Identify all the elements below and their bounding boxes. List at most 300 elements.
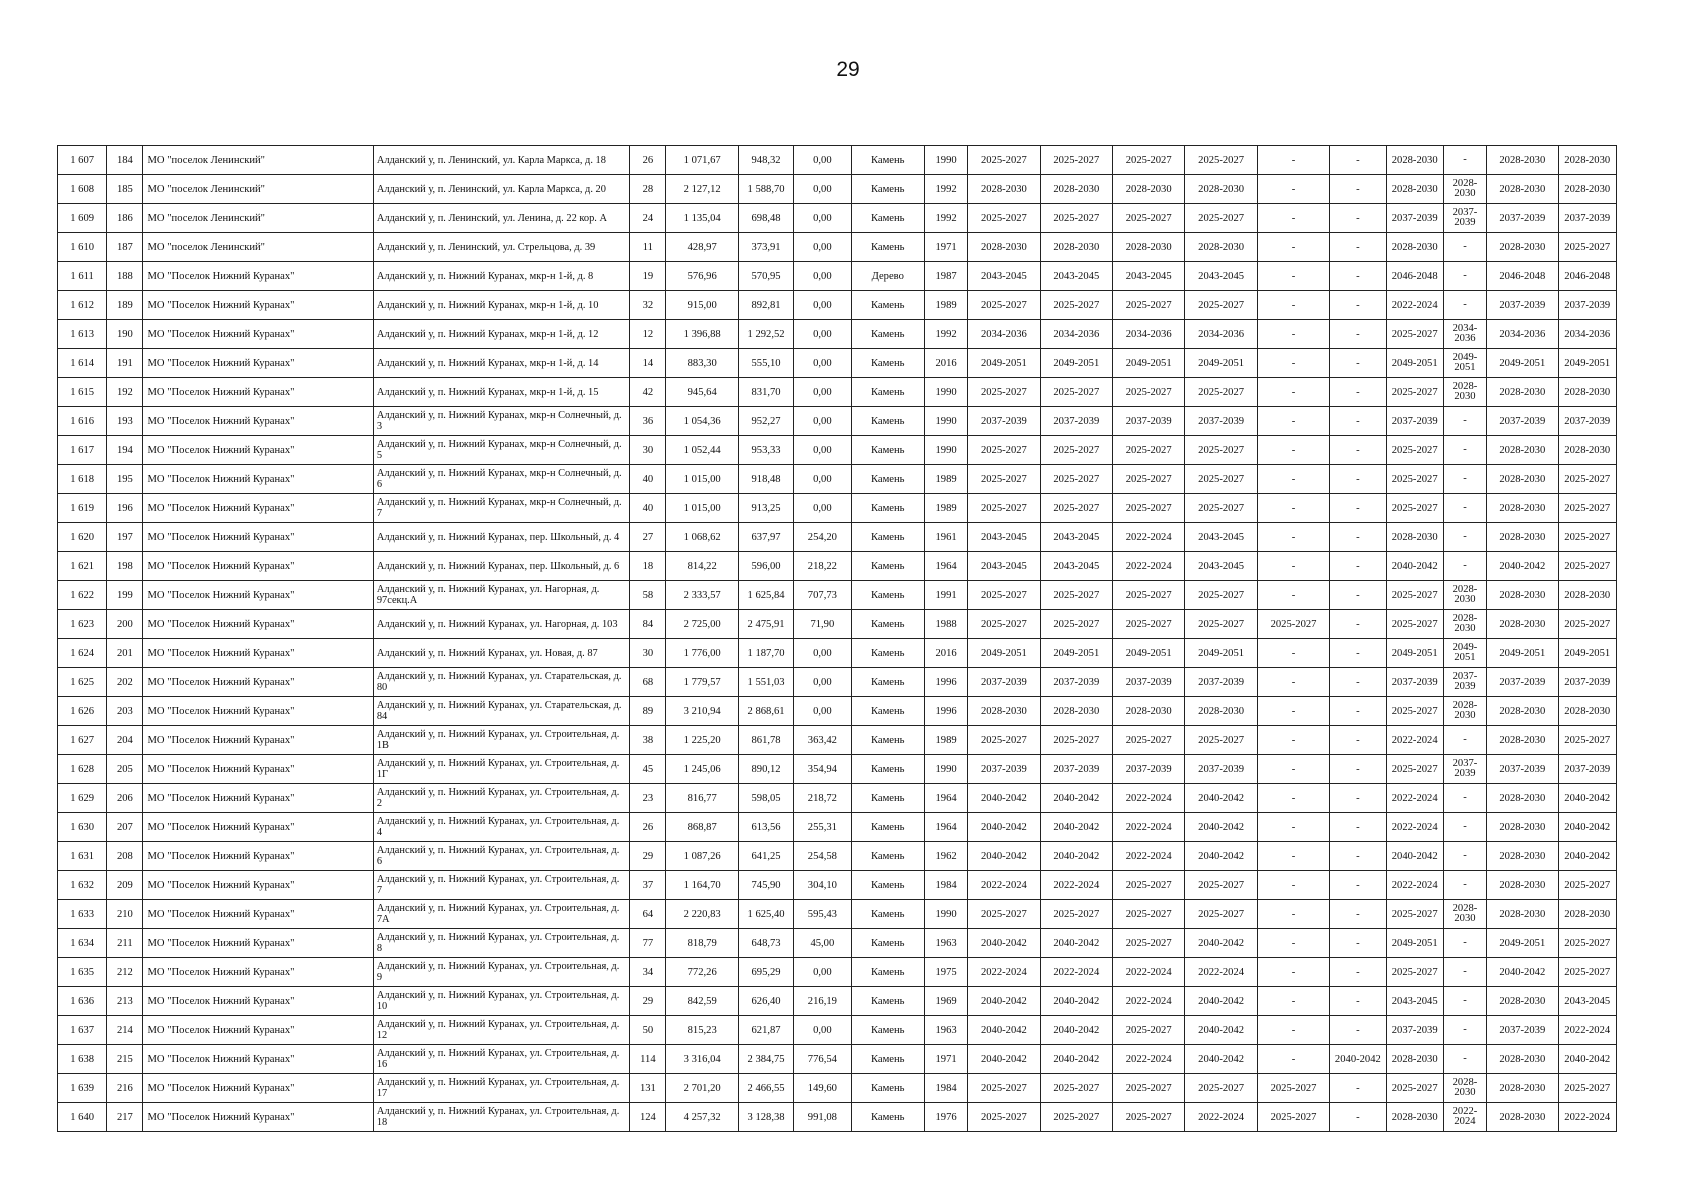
cell-total-area: 883,30 — [666, 349, 738, 378]
cell-nonresidential-area: 0,00 — [794, 262, 851, 291]
cell-total-area: 772,26 — [666, 958, 738, 987]
cell-work-period-5: - — [1257, 755, 1329, 784]
cell-residential-area: 570,95 — [738, 262, 793, 291]
cell-work-period-6: - — [1330, 552, 1386, 581]
cell-work-period-9: 2037-2039 — [1487, 204, 1558, 233]
cell-work-period-3: 2025-2027 — [1113, 204, 1185, 233]
cell-address: Алданский у, п. Нижний Куранах, мкр-н Солнечный, д. 6 — [373, 465, 629, 494]
cell-municipality: МО "Поселок Нижний Куранах" — [143, 1045, 373, 1074]
cell-building-number: 209 — [107, 871, 143, 900]
cell-apartments: 77 — [630, 929, 666, 958]
cell-build-year: 1964 — [924, 552, 967, 581]
cell-building-number: 217 — [107, 1103, 143, 1132]
cell-work-period-9: 2028-2030 — [1487, 784, 1558, 813]
cell-municipality: МО "Поселок Нижний Куранах" — [143, 262, 373, 291]
cell-work-period-5: - — [1257, 320, 1329, 349]
cell-work-period-4: 2040-2042 — [1185, 842, 1257, 871]
cell-residential-area: 2 475,91 — [738, 610, 793, 639]
cell-work-period-4: 2043-2045 — [1185, 552, 1257, 581]
table-row — [58, 175, 1617, 204]
cell-work-period-9: 2049-2051 — [1487, 349, 1558, 378]
cell-work-period-3: 2034-2036 — [1113, 320, 1185, 349]
cell-residential-area: 596,00 — [738, 552, 793, 581]
cell-work-period-10: 2046-2048 — [1558, 262, 1617, 291]
cell-work-period-8: 2028-2030 — [1443, 175, 1486, 204]
cell-work-period-2: 2022-2024 — [1040, 871, 1112, 900]
cell-address: Алданский у, п. Нижний Куранах, ул. Строительная, д. 17 — [373, 1074, 629, 1103]
cell-work-period-8: 2028-2030 — [1443, 378, 1486, 407]
cell-row-number: 1 638 — [58, 1045, 107, 1074]
cell-work-period-7: 2022-2024 — [1386, 784, 1443, 813]
cell-work-period-5: - — [1257, 233, 1329, 262]
cell-row-number: 1 634 — [58, 929, 107, 958]
cell-address: Алданский у, п. Нижний Куранах, мкр-н 1-й, д. 8 — [373, 262, 629, 291]
cell-work-period-8: 2037-2039 — [1443, 668, 1486, 697]
cell-work-period-1: 2025-2027 — [968, 378, 1040, 407]
cell-work-period-3: 2025-2027 — [1113, 146, 1185, 175]
cell-work-period-4: 2028-2030 — [1185, 697, 1257, 726]
cell-nonresidential-area: 0,00 — [794, 378, 851, 407]
cell-building-number: 196 — [107, 494, 143, 523]
cell-address: Алданский у, п. Ленинский, ул. Карла Маркса, д. 20 — [373, 175, 629, 204]
table-row — [58, 755, 1617, 784]
cell-work-period-9: 2028-2030 — [1487, 233, 1558, 262]
cell-build-year: 1961 — [924, 523, 967, 552]
cell-work-period-10: 2025-2027 — [1558, 929, 1617, 958]
cell-work-period-2: 2040-2042 — [1040, 813, 1112, 842]
cell-work-period-1: 2025-2027 — [968, 494, 1040, 523]
cell-apartments: 45 — [630, 755, 666, 784]
cell-municipality: МО "Поселок Нижний Куранах" — [143, 436, 373, 465]
table-row — [58, 233, 1617, 262]
cell-address: Алданский у, п. Нижний Куранах, ул. Строительная, д. 6 — [373, 842, 629, 871]
cell-work-period-5: - — [1257, 378, 1329, 407]
cell-address: Алданский у, п. Нижний Куранах, ул. Строительная, д. 1Г — [373, 755, 629, 784]
cell-work-period-10: 2049-2051 — [1558, 639, 1617, 668]
cell-work-period-3: 2025-2027 — [1113, 900, 1185, 929]
cell-residential-area: 598,05 — [738, 784, 793, 813]
cell-work-period-5: - — [1257, 581, 1329, 610]
cell-work-period-1: 2040-2042 — [968, 1016, 1040, 1045]
cell-wall-material: Камень — [851, 929, 924, 958]
cell-address: Алданский у, п. Нижний Куранах, ул. Строительная, д. 8 — [373, 929, 629, 958]
cell-work-period-1: 2034-2036 — [968, 320, 1040, 349]
cell-municipality: МО "Поселок Нижний Куранах" — [143, 610, 373, 639]
cell-work-period-1: 2037-2039 — [968, 668, 1040, 697]
cell-row-number: 1 615 — [58, 378, 107, 407]
cell-work-period-3: 2025-2027 — [1113, 1103, 1185, 1132]
cell-work-period-4: 2022-2024 — [1185, 958, 1257, 987]
cell-work-period-4: 2028-2030 — [1185, 233, 1257, 262]
cell-residential-area: 861,78 — [738, 726, 793, 755]
cell-work-period-4: 2025-2027 — [1185, 291, 1257, 320]
cell-work-period-10: 2043-2045 — [1558, 987, 1617, 1016]
cell-work-period-7: 2028-2030 — [1386, 175, 1443, 204]
cell-work-period-7: 2025-2027 — [1386, 581, 1443, 610]
cell-apartments: 29 — [630, 987, 666, 1016]
cell-work-period-10: 2040-2042 — [1558, 813, 1617, 842]
cell-work-period-5: 2025-2027 — [1257, 1074, 1329, 1103]
cell-total-area: 1 776,00 — [666, 639, 738, 668]
cell-work-period-6: - — [1330, 784, 1386, 813]
cell-work-period-1: 2040-2042 — [968, 1045, 1040, 1074]
cell-municipality: МО "Поселок Нижний Куранах" — [143, 900, 373, 929]
cell-row-number: 1 637 — [58, 1016, 107, 1045]
cell-work-period-3: 2037-2039 — [1113, 407, 1185, 436]
cell-row-number: 1 622 — [58, 581, 107, 610]
cell-nonresidential-area: 0,00 — [794, 494, 851, 523]
cell-build-year: 1976 — [924, 1103, 967, 1132]
cell-wall-material: Камень — [851, 1103, 924, 1132]
cell-residential-area: 2 466,55 — [738, 1074, 793, 1103]
cell-work-period-7: 2040-2042 — [1386, 552, 1443, 581]
cell-residential-area: 621,87 — [738, 1016, 793, 1045]
cell-building-number: 216 — [107, 1074, 143, 1103]
cell-work-period-3: 2037-2039 — [1113, 668, 1185, 697]
cell-work-period-5: - — [1257, 871, 1329, 900]
cell-build-year: 1984 — [924, 1074, 967, 1103]
table-row — [58, 465, 1617, 494]
cell-work-period-8: 2028-2030 — [1443, 1074, 1486, 1103]
cell-wall-material: Камень — [851, 842, 924, 871]
cell-build-year: 1992 — [924, 175, 967, 204]
cell-work-period-9: 2028-2030 — [1487, 146, 1558, 175]
cell-residential-area: 695,29 — [738, 958, 793, 987]
table-row — [58, 349, 1617, 378]
cell-work-period-3: 2025-2027 — [1113, 436, 1185, 465]
cell-work-period-8: 2049-2051 — [1443, 639, 1486, 668]
cell-work-period-6: - — [1330, 494, 1386, 523]
cell-work-period-5: - — [1257, 175, 1329, 204]
cell-row-number: 1 639 — [58, 1074, 107, 1103]
cell-work-period-4: 2025-2027 — [1185, 726, 1257, 755]
cell-row-number: 1 626 — [58, 697, 107, 726]
cell-work-period-3: 2025-2027 — [1113, 929, 1185, 958]
cell-total-area: 945,64 — [666, 378, 738, 407]
cell-apartments: 11 — [630, 233, 666, 262]
cell-work-period-6: - — [1330, 204, 1386, 233]
cell-building-number: 195 — [107, 465, 143, 494]
cell-build-year: 1992 — [924, 320, 967, 349]
cell-residential-area: 892,81 — [738, 291, 793, 320]
cell-work-period-7: 2049-2051 — [1386, 349, 1443, 378]
cell-municipality: МО "Поселок Нижний Куранах" — [143, 581, 373, 610]
cell-work-period-10: 2025-2027 — [1558, 1074, 1617, 1103]
cell-work-period-10: 2037-2039 — [1558, 407, 1617, 436]
cell-municipality: МО "Поселок Нижний Куранах" — [143, 1016, 373, 1045]
cell-apartments: 64 — [630, 900, 666, 929]
cell-work-period-3: 2028-2030 — [1113, 697, 1185, 726]
cell-work-period-1: 2025-2027 — [968, 581, 1040, 610]
cell-building-number: 215 — [107, 1045, 143, 1074]
cell-address: Алданский у, п. Нижний Куранах, ул. Нагорная, д. 103 — [373, 610, 629, 639]
cell-nonresidential-area: 216,19 — [794, 987, 851, 1016]
cell-address: Алданский у, п. Нижний Куранах, мкр-н 1-й, д. 15 — [373, 378, 629, 407]
cell-row-number: 1 621 — [58, 552, 107, 581]
cell-work-period-7: 2025-2027 — [1386, 610, 1443, 639]
cell-build-year: 1989 — [924, 726, 967, 755]
cell-work-period-2: 2043-2045 — [1040, 552, 1112, 581]
cell-nonresidential-area: 254,20 — [794, 523, 851, 552]
cell-work-period-6: - — [1330, 378, 1386, 407]
cell-build-year: 1990 — [924, 755, 967, 784]
cell-nonresidential-area: 595,43 — [794, 900, 851, 929]
table-row — [58, 1045, 1617, 1074]
cell-residential-area: 890,12 — [738, 755, 793, 784]
cell-residential-area: 1 625,84 — [738, 581, 793, 610]
cell-work-period-3: 2025-2027 — [1113, 465, 1185, 494]
cell-work-period-4: 2022-2024 — [1185, 1103, 1257, 1132]
table-row — [58, 262, 1617, 291]
cell-wall-material: Камень — [851, 349, 924, 378]
cell-work-period-4: 2040-2042 — [1185, 929, 1257, 958]
cell-work-period-7: 2028-2030 — [1386, 233, 1443, 262]
cell-work-period-9: 2037-2039 — [1487, 755, 1558, 784]
cell-work-period-9: 2040-2042 — [1487, 958, 1558, 987]
cell-work-period-2: 2025-2027 — [1040, 726, 1112, 755]
cell-address: Алданский у, п. Нижний Куранах, ул. Строительная, д. 2 — [373, 784, 629, 813]
cell-residential-area: 698,48 — [738, 204, 793, 233]
cell-apartments: 28 — [630, 175, 666, 204]
cell-work-period-5: 2025-2027 — [1257, 610, 1329, 639]
cell-work-period-10: 2025-2027 — [1558, 465, 1617, 494]
cell-municipality: МО "Поселок Нижний Куранах" — [143, 784, 373, 813]
cell-build-year: 1990 — [924, 378, 967, 407]
cell-work-period-8: 2028-2030 — [1443, 697, 1486, 726]
cell-work-period-5: - — [1257, 291, 1329, 320]
cell-residential-area: 626,40 — [738, 987, 793, 1016]
cell-work-period-1: 2043-2045 — [968, 262, 1040, 291]
cell-work-period-2: 2025-2027 — [1040, 146, 1112, 175]
cell-apartments: 23 — [630, 784, 666, 813]
cell-build-year: 1996 — [924, 697, 967, 726]
cell-apartments: 40 — [630, 465, 666, 494]
cell-row-number: 1 612 — [58, 291, 107, 320]
cell-work-period-2: 2025-2027 — [1040, 1074, 1112, 1103]
page-number: 29 — [836, 58, 860, 81]
cell-municipality: МО "Поселок Нижний Куранах" — [143, 958, 373, 987]
cell-work-period-5: - — [1257, 987, 1329, 1016]
cell-work-period-10: 2025-2027 — [1558, 610, 1617, 639]
cell-total-area: 1 135,04 — [666, 204, 738, 233]
cell-work-period-4: 2025-2027 — [1185, 465, 1257, 494]
cell-work-period-1: 2025-2027 — [968, 900, 1040, 929]
cell-work-period-4: 2037-2039 — [1185, 755, 1257, 784]
cell-apartments: 24 — [630, 204, 666, 233]
cell-work-period-2: 2043-2045 — [1040, 523, 1112, 552]
cell-residential-area: 952,27 — [738, 407, 793, 436]
cell-work-period-3: 2022-2024 — [1113, 958, 1185, 987]
cell-work-period-8: - — [1443, 1045, 1486, 1074]
cell-municipality: МО "Поселок Нижний Куранах" — [143, 755, 373, 784]
cell-building-number: 208 — [107, 842, 143, 871]
cell-work-period-4: 2025-2027 — [1185, 494, 1257, 523]
cell-work-period-7: 2037-2039 — [1386, 1016, 1443, 1045]
cell-row-number: 1 619 — [58, 494, 107, 523]
cell-work-period-4: 2040-2042 — [1185, 813, 1257, 842]
cell-building-number: 193 — [107, 407, 143, 436]
cell-work-period-9: 2028-2030 — [1487, 581, 1558, 610]
cell-work-period-1: 2028-2030 — [968, 175, 1040, 204]
cell-residential-area: 373,91 — [738, 233, 793, 262]
cell-work-period-4: 2025-2027 — [1185, 436, 1257, 465]
cell-address: Алданский у, п. Нижний Куранах, ул. Старательская, д. 84 — [373, 697, 629, 726]
cell-work-period-9: 2037-2039 — [1487, 668, 1558, 697]
cell-work-period-3: 2028-2030 — [1113, 175, 1185, 204]
cell-municipality: МО "Поселок Нижний Куранах" — [143, 929, 373, 958]
cell-wall-material: Камень — [851, 900, 924, 929]
cell-row-number: 1 610 — [58, 233, 107, 262]
cell-build-year: 1964 — [924, 813, 967, 842]
cell-build-year: 1990 — [924, 436, 967, 465]
cell-work-period-3: 2025-2027 — [1113, 1074, 1185, 1103]
cell-wall-material: Камень — [851, 494, 924, 523]
cell-work-period-9: 2028-2030 — [1487, 610, 1558, 639]
cell-work-period-9: 2037-2039 — [1487, 407, 1558, 436]
cell-address: Алданский у, п. Ленинский, ул. Стрельцова, д. 39 — [373, 233, 629, 262]
cell-work-period-1: 2025-2027 — [968, 291, 1040, 320]
cell-nonresidential-area: 0,00 — [794, 668, 851, 697]
cell-work-period-7: 2025-2027 — [1386, 494, 1443, 523]
cell-work-period-10: 2025-2027 — [1558, 958, 1617, 987]
cell-work-period-5: - — [1257, 958, 1329, 987]
cell-work-period-2: 2028-2030 — [1040, 697, 1112, 726]
cell-address: Алданский у, п. Нижний Куранах, пер. Школьный, д. 6 — [373, 552, 629, 581]
cell-apartments: 14 — [630, 349, 666, 378]
cell-work-period-2: 2049-2051 — [1040, 349, 1112, 378]
cell-build-year: 1971 — [924, 233, 967, 262]
cell-apartments: 38 — [630, 726, 666, 755]
cell-work-period-10: 2040-2042 — [1558, 784, 1617, 813]
cell-work-period-5: - — [1257, 436, 1329, 465]
cell-work-period-2: 2028-2030 — [1040, 175, 1112, 204]
cell-work-period-6: - — [1330, 610, 1386, 639]
cell-work-period-2: 2049-2051 — [1040, 639, 1112, 668]
cell-municipality: МО "Поселок Нижний Куранах" — [143, 813, 373, 842]
cell-municipality: МО "Поселок Нижний Куранах" — [143, 378, 373, 407]
cell-municipality: МО "поселок Ленинский" — [143, 204, 373, 233]
cell-work-period-5: - — [1257, 842, 1329, 871]
cell-work-period-2: 2040-2042 — [1040, 784, 1112, 813]
cell-address: Алданский у, п. Ленинский, ул. Ленина, д. 22 кор. А — [373, 204, 629, 233]
cell-residential-area: 2 384,75 — [738, 1045, 793, 1074]
cell-building-number: 188 — [107, 262, 143, 291]
cell-build-year: 1988 — [924, 610, 967, 639]
cell-wall-material: Камень — [851, 1074, 924, 1103]
cell-residential-area: 918,48 — [738, 465, 793, 494]
cell-work-period-8: 2028-2030 — [1443, 900, 1486, 929]
cell-building-number: 197 — [107, 523, 143, 552]
cell-work-period-9: 2028-2030 — [1487, 1045, 1558, 1074]
cell-apartments: 40 — [630, 494, 666, 523]
cell-work-period-8: - — [1443, 407, 1486, 436]
table-row — [58, 1103, 1617, 1132]
cell-apartments: 58 — [630, 581, 666, 610]
cell-nonresidential-area: 0,00 — [794, 697, 851, 726]
cell-nonresidential-area: 0,00 — [794, 958, 851, 987]
cell-municipality: МО "Поселок Нижний Куранах" — [143, 465, 373, 494]
cell-residential-area: 3 128,38 — [738, 1103, 793, 1132]
cell-municipality: МО "Поселок Нижний Куранах" — [143, 523, 373, 552]
table-row — [58, 784, 1617, 813]
cell-apartments: 37 — [630, 871, 666, 900]
cell-work-period-2: 2025-2027 — [1040, 204, 1112, 233]
table-row — [58, 204, 1617, 233]
cell-work-period-9: 2028-2030 — [1487, 900, 1558, 929]
cell-work-period-5: - — [1257, 784, 1329, 813]
cell-work-period-4: 2025-2027 — [1185, 610, 1257, 639]
table-row — [58, 378, 1617, 407]
cell-work-period-5: - — [1257, 465, 1329, 494]
cell-work-period-6: - — [1330, 958, 1386, 987]
cell-build-year: 1996 — [924, 668, 967, 697]
cell-work-period-2: 2028-2030 — [1040, 233, 1112, 262]
cell-work-period-6: - — [1330, 871, 1386, 900]
cell-apartments: 114 — [630, 1045, 666, 1074]
cell-work-period-8: - — [1443, 436, 1486, 465]
cell-wall-material: Камень — [851, 320, 924, 349]
cell-municipality: МО "Поселок Нижний Куранах" — [143, 494, 373, 523]
cell-work-period-8: - — [1443, 465, 1486, 494]
cell-work-period-3: 2025-2027 — [1113, 378, 1185, 407]
cell-work-period-5: - — [1257, 349, 1329, 378]
cell-build-year: 1963 — [924, 929, 967, 958]
cell-work-period-10: 2025-2027 — [1558, 233, 1617, 262]
cell-building-number: 192 — [107, 378, 143, 407]
cell-nonresidential-area: 0,00 — [794, 349, 851, 378]
cell-build-year: 1987 — [924, 262, 967, 291]
cell-residential-area: 648,73 — [738, 929, 793, 958]
cell-work-period-4: 2037-2039 — [1185, 668, 1257, 697]
cell-build-year: 1963 — [924, 1016, 967, 1045]
cell-build-year: 1990 — [924, 146, 967, 175]
housing-register-table — [57, 145, 1617, 1132]
cell-residential-area: 831,70 — [738, 378, 793, 407]
table-row — [58, 726, 1617, 755]
cell-nonresidential-area: 0,00 — [794, 233, 851, 262]
cell-row-number: 1 613 — [58, 320, 107, 349]
cell-work-period-7: 2037-2039 — [1386, 204, 1443, 233]
cell-work-period-7: 2028-2030 — [1386, 146, 1443, 175]
cell-address: Алданский у, п. Нижний Куранах, мкр-н 1-й, д. 12 — [373, 320, 629, 349]
table-row — [58, 871, 1617, 900]
cell-apartments: 30 — [630, 639, 666, 668]
cell-work-period-9: 2028-2030 — [1487, 842, 1558, 871]
cell-row-number: 1 628 — [58, 755, 107, 784]
cell-work-period-5: - — [1257, 552, 1329, 581]
cell-wall-material: Камень — [851, 204, 924, 233]
cell-work-period-6: - — [1330, 726, 1386, 755]
cell-address: Алданский у, п. Нижний Куранах, мкр-н Солнечный, д. 3 — [373, 407, 629, 436]
cell-nonresidential-area: 0,00 — [794, 436, 851, 465]
cell-work-period-7: 2022-2024 — [1386, 871, 1443, 900]
cell-nonresidential-area: 218,22 — [794, 552, 851, 581]
cell-apartments: 124 — [630, 1103, 666, 1132]
cell-work-period-8: - — [1443, 494, 1486, 523]
table-row — [58, 552, 1617, 581]
cell-work-period-10: 2040-2042 — [1558, 842, 1617, 871]
cell-apartments: 30 — [630, 436, 666, 465]
cell-building-number: 191 — [107, 349, 143, 378]
cell-building-number: 190 — [107, 320, 143, 349]
cell-building-number: 187 — [107, 233, 143, 262]
cell-total-area: 842,59 — [666, 987, 738, 1016]
cell-work-period-9: 2037-2039 — [1487, 291, 1558, 320]
cell-work-period-3: 2022-2024 — [1113, 842, 1185, 871]
cell-total-area: 814,22 — [666, 552, 738, 581]
cell-work-period-4: 2040-2042 — [1185, 1045, 1257, 1074]
cell-build-year: 1990 — [924, 900, 967, 929]
